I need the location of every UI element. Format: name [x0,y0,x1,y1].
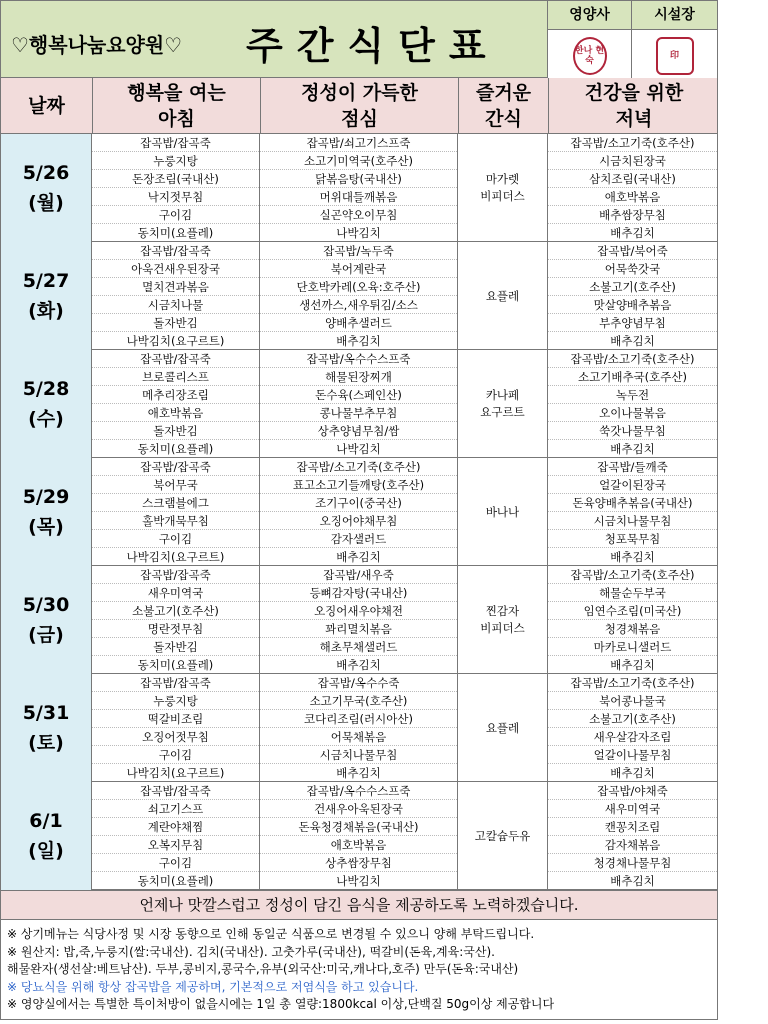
breakfast-cell [92,782,260,890]
menu-item: 돌자반김 [92,638,259,656]
menu-item: 새우살감자조림 [548,728,717,746]
col-header-date: 날짜 [1,78,93,134]
menu-item: 조기구이(중국산) [260,494,457,512]
date-cell [0,134,92,242]
date-cell [0,242,92,350]
menu-item: 실곤약오이무침 [260,206,457,224]
day-row [0,566,718,674]
menu-item: 명란젓무침 [92,620,259,638]
menu-item: 잡곡밥/잡곡죽 [92,134,259,152]
seal-stamp: 印 [656,37,694,75]
snack-item: 바나나 [485,504,520,519]
breakfast-cell [92,134,260,242]
note-line: 해물완자(생선살:베트남산). 두부,콩비지,콩국수,유부(외국산:미국,캐나다,호주) 만두(돈육:국내산) [7,962,519,976]
date-cell [0,350,92,458]
menu-item: 나박김치 [336,442,381,456]
menu-item: 배추김치 [610,874,655,888]
menu-item: 청경채나물무침 [548,854,717,872]
menu-item: 어묵쑥갓국 [548,260,717,278]
menu-item: 브로콜리스프 [92,368,259,386]
col-header-lunch: 정성이 가득한 점심 [261,78,459,134]
menu-item: 잡곡밥/옥수수스프죽 [260,782,457,800]
note-line: ※ 당뇨식을 위해 항상 잡곡밥을 제공하며, 기본적으로 저염식을 하고 있습니다. [7,979,419,994]
menu-item: 소불고기(호주산) [548,278,717,296]
date-label: 6/1 [29,810,63,832]
lunch-cell [260,782,458,890]
menu-item: 소고기배추국(호주산) [548,368,717,386]
dinner-cell [548,566,718,674]
menu-item: 쇠고기스프 [92,800,259,818]
snack-item: 찐감자 [485,604,520,618]
menu-item: 나박김치(요구르트) [126,550,225,564]
menu-item: 배추김치 [336,334,381,348]
menu-item: 머위대들깨볶음 [260,188,457,206]
dinner-cell [548,134,718,242]
dinner-cell [548,242,718,350]
menu-item: 시금치나물 [92,296,259,314]
day-row [0,134,718,242]
menu-item: 오징어젓무침 [92,728,259,746]
menu-item: 구이김 [92,746,259,764]
header-bar [0,0,718,78]
date-cell [0,674,92,782]
menu-item: 잡곡밥/잡곡죽 [92,242,259,260]
menu-item: 소고기미역국(호주산) [260,152,457,170]
menu-item: 잡곡밥/잡곡죽 [92,458,259,476]
weekday-label: (월) [28,192,64,214]
menu-item: 배추김치 [610,226,655,240]
col-header-snack: 즐거운 간식 [459,78,549,134]
menu-item: 맛살양배추볶음 [548,296,717,314]
menu-item: 잡곡밥/옥수수스프죽 [260,350,457,368]
snack-cell [458,782,548,890]
breakfast-cell [92,242,260,350]
menu-item: 얼갈이나물무침 [548,746,717,764]
menu-item: 임연수조림(미국산) [548,602,717,620]
menu-item: 표고소고기들깨탕(호주산) [260,476,457,494]
menu-item: 동치미(요플레) [137,874,214,888]
snack-cell [458,242,548,350]
menu-item: 나박김치(요구르트) [126,766,225,780]
menu-item: 돈장조림(국내산) [92,170,259,188]
snack-item: 요구르트 [480,405,525,419]
menu-item: 시금치나물무침 [548,512,717,530]
date-label: 5/26 [22,162,70,184]
col-header-breakfast: 행복을 여는 아침 [93,78,261,134]
menu-item: 메추리장조림 [92,386,259,404]
lunch-cell [260,134,458,242]
menu-item: 새우미역국 [92,584,259,602]
menu-item: 배추김치 [610,766,655,780]
dinner-cell [548,350,718,458]
menu-item: 잡곡밥/잡곡죽 [92,782,259,800]
menu-item: 구이김 [92,206,259,224]
note-line: ※ 영양실에서는 특별한 특이처방이 없을시에는 1일 총 열량:1800kcal 이상,단백질 50g이상 제공합니다 [7,997,555,1011]
menu-item: 잡곡밥/쇠고기스프죽 [260,134,457,152]
menu-item: 나박김치 [336,226,381,240]
menu-item: 잡곡밥/북어죽 [548,242,717,260]
date-cell [0,458,92,566]
menu-item: 돈수육(스페인산) [260,386,457,404]
menu-item: 해초무채샐러드 [260,638,457,656]
menu-item: 오징어새우야채전 [260,602,457,620]
menu-item: 양배추샐러드 [260,314,457,332]
date-label: 5/27 [22,270,70,292]
column-header-row [0,78,718,134]
date-cell [0,782,92,890]
menu-item: 얼갈이된장국 [548,476,717,494]
dinner-cell [548,458,718,566]
menu-item: 잡곡밥/옥수수죽 [260,674,457,692]
menu-item: 애호박볶음 [92,404,259,422]
menu-item: 돈육양배추볶음(국내산) [548,494,717,512]
date-label: 5/28 [22,378,70,400]
menu-item: 오이나물볶음 [548,404,717,422]
menu-item: 배추김치 [610,550,655,564]
menu-item: 새우미역국 [548,800,717,818]
lunch-cell [260,242,458,350]
menu-item: 등뼈감자탕(국내산) [260,584,457,602]
menu-item: 닭볶음탕(국내산) [260,170,457,188]
snack-cell [458,566,548,674]
menu-item: 돌자반김 [92,314,259,332]
menu-item: 콩나물부추무침 [260,404,457,422]
date-label: 5/29 [22,486,70,508]
snack-item: 마가렛 [485,172,520,186]
menu-item: 시금치나물무침 [260,746,457,764]
menu-item: 계란야채찜 [92,818,259,836]
note-line: ※ 상기메뉴는 식당사정 및 시장 동향으로 인해 동일군 식품으로 변경될 수 있으니 양해 부탁드립니다. [7,927,535,941]
day-row [0,782,718,890]
menu-item: 쑥갓나물무침 [548,422,717,440]
notes [0,920,718,1020]
menu-item: 부추양념무침 [548,314,717,332]
signer-director [631,1,717,79]
signer-label: 시설장 [632,1,717,30]
menu-item: 애호박볶음 [260,836,457,854]
day-row [0,350,718,458]
col-header-dinner: 건강을 위한 저녁 [584,82,684,130]
menu-item: 아욱건새우된장국 [92,260,259,278]
menu-item: 잡곡밥/야채죽 [548,782,717,800]
menu-item: 동치미(요플레) [137,226,214,240]
menu-item: 감자채볶음 [548,836,717,854]
menu-item: 북어무국 [92,476,259,494]
menu-item: 애호박볶음 [548,188,717,206]
menu-item: 북어콩나물국 [548,692,717,710]
menu-item: 배추쌈장무침 [548,206,717,224]
menu-item: 감자샐러드 [260,530,457,548]
snack-cell [458,674,548,782]
menu-item: 배추김치 [610,658,655,672]
menu-item: 해물순두부국 [548,584,717,602]
lunch-cell [260,566,458,674]
day-row [0,458,718,566]
menu-item: 떡갈비조림 [92,710,259,728]
snack-cell [458,350,548,458]
lunch-cell [260,674,458,782]
weekday-label: (일) [28,840,64,862]
menu-item: 배추김치 [336,766,381,780]
menu-item: 마카로니샐러드 [548,638,717,656]
menu-item: 배추김치 [610,334,655,348]
menu-item: 소불고기(호주산) [92,602,259,620]
menu-item: 누룽지탕 [92,692,259,710]
menu-item: 잡곡밥/새우죽 [260,566,457,584]
seal-stamp: 한나 현숙 [573,37,607,75]
breakfast-cell [92,674,260,782]
snack-item: 요플레 [485,288,520,303]
menu-item: 청경채볶음 [548,620,717,638]
slogan: 언제나 맛깔스럽고 정성이 담긴 음식을 제공하도록 노력하겠습니다. [0,890,718,920]
menu-item: 청포묵무침 [548,530,717,548]
menu-item: 어묵채볶음 [260,728,457,746]
menu-item: 누룽지탕 [92,152,259,170]
menu-item: 잡곡밥/소고기죽(호주산) [548,134,717,152]
signer-nutritionist [547,1,631,79]
menu-item: 멸치견과볶음 [92,278,259,296]
lunch-cell [260,458,458,566]
snack-cell [458,458,548,566]
weekday-label: (금) [28,624,64,646]
menu-item: 코다리조림(러시아산) [260,710,457,728]
snack-item: 카나페 [485,388,520,402]
menu-item: 배추김치 [610,442,655,456]
weekday-label: (화) [28,300,64,322]
menu-item: 잡곡밥/잡곡죽 [92,566,259,584]
menu-item: 돈육청경채볶음(국내산) [260,818,457,836]
weekday-label: (수) [28,408,64,430]
breakfast-cell [92,350,260,458]
menu-item: 구이김 [92,530,259,548]
menu-item: 시금치된장국 [548,152,717,170]
date-label: 5/30 [22,594,70,616]
menu-item: 배추김치 [336,658,381,672]
date-cell [0,566,92,674]
menu-item: 단호박카레(오육:호주산) [260,278,457,296]
menu-item: 홀박개묵무침 [92,512,259,530]
menu-item: 동치미(요플레) [137,442,214,456]
menu-item: 스크램블에그 [92,494,259,512]
snack-cell [458,134,548,242]
menu-item: 잡곡밥/녹두죽 [260,242,457,260]
menu-item: 소고기무국(호주산) [260,692,457,710]
note-line: ※ 원산지: 밥,죽,누룽지(쌀:국내산). 김치(국내산). 고춧가루(국내산), 떡갈비(돈육,계육:국산). [7,944,495,959]
snack-item: 요플레 [485,720,520,735]
menu-item: 꽈리멸치볶음 [260,620,457,638]
menu-item: 오징어야채무침 [260,512,457,530]
menu-item: 오복지무침 [92,836,259,854]
snack-item: 비피더스 [480,189,525,203]
day-row [0,674,718,782]
lunch-cell [260,350,458,458]
menu-item: 북어계란국 [260,260,457,278]
menu-item: 캔꽁치조림 [548,818,717,836]
breakfast-cell [92,458,260,566]
snack-item: 고칼슘두유 [474,828,531,843]
facility-name: ♡행복나눔요양원♡ [11,33,183,57]
menu-item: 잡곡밥/잡곡죽 [92,350,259,368]
menu-item: 잡곡밥/잡곡죽 [92,674,259,692]
day-row [0,242,718,350]
signer-label: 영양사 [548,1,631,30]
menu-item: 상추쌈장무침 [260,854,457,872]
page-title: 주간식단표 [246,24,500,68]
menu-item: 상추양념무침/쌈 [260,422,457,440]
menu-item: 생선까스,새우튀김/소스 [260,296,457,314]
menu-item: 잡곡밥/소고기죽(호주산) [548,566,717,584]
weekday-label: (토) [28,732,64,754]
menu-item: 잡곡밥/소고기죽(호주산) [548,350,717,368]
menu-item: 나박김치(요구르트) [126,334,225,348]
menu-item: 해물된장찌개 [260,368,457,386]
menu-item: 잡곡밥/소고기죽(호주산) [260,458,457,476]
menu-item: 낙지젓무침 [92,188,259,206]
menu-item: 구이김 [92,854,259,872]
menu-item: 동치미(요플레) [137,658,214,672]
menu-item: 잡곡밥/들깨죽 [548,458,717,476]
weekday-label: (목) [28,516,64,538]
menu-item: 녹두전 [548,386,717,404]
menu-item: 삼치조림(국내산) [548,170,717,188]
dinner-cell [548,674,718,782]
dinner-cell [548,782,718,890]
snack-item: 비피더스 [480,621,525,635]
breakfast-cell [92,566,260,674]
menu-item: 돌자반김 [92,422,259,440]
menu-item: 건새우아욱된장국 [260,800,457,818]
menu-item: 나박김치 [336,874,381,888]
date-label: 5/31 [22,702,70,724]
menu-item: 잡곡밥/소고기죽(호주산) [548,674,717,692]
menu-item: 배추김치 [336,550,381,564]
menu-item: 소불고기(호주산) [548,710,717,728]
